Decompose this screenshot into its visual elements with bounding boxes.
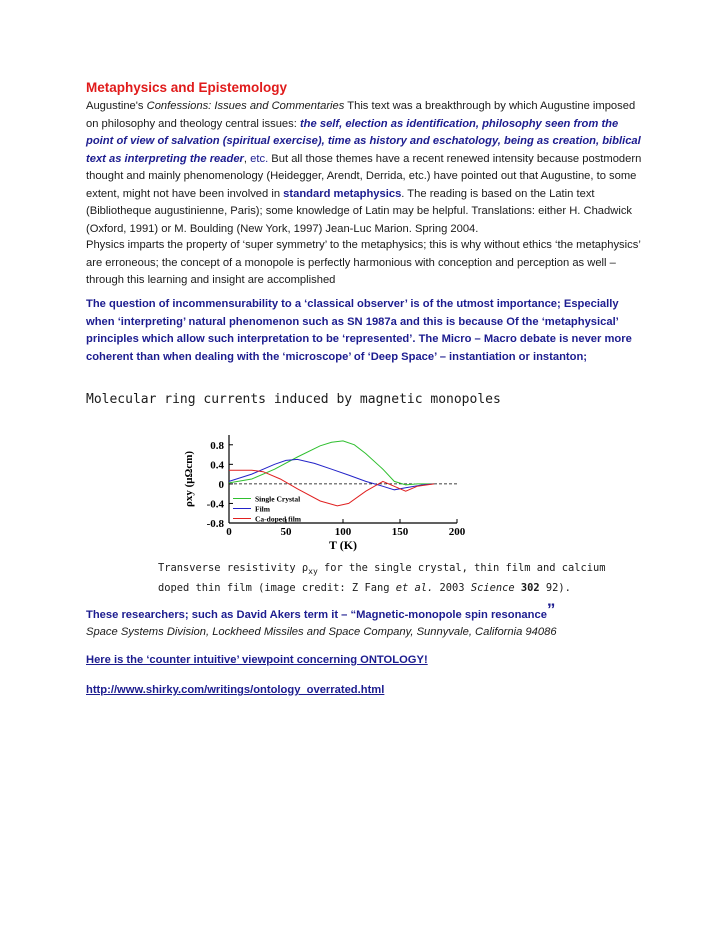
- physics-paragraph: Physics imparts the property of ‘super symmetry’ to the metaphysics; this is why without ethics ‘the metaphysics’ are erroneous; the concept of a monopole is perfectly harmonious with conception and perception as well – through this learning and insight are accomplished: [86, 239, 641, 286]
- y-tick-label: -0.8: [206, 518, 224, 530]
- research-block: [86, 600, 646, 641]
- x-tick-label: 0: [226, 526, 232, 538]
- x-tick-label: 200: [448, 526, 466, 538]
- standard-metaphysics-link[interactable]: standard metaphysics: [283, 187, 402, 200]
- page-title: Metaphysics and Epistemology: [86, 80, 288, 95]
- x-tick-label: 100: [334, 526, 352, 538]
- affiliation-line: Space Systems Division, Lockheed Missiles and Space Company, Sunnyvale, California 94086: [86, 626, 557, 638]
- intro-paragraph: [86, 98, 646, 238]
- caption-text: for the single crystal, thin film and calcium doped thin film (image credit: Z Fang: [158, 562, 606, 595]
- ontology-link[interactable]: Here is the ‘counter intuitive’ viewpoint concerning ONTOLOGY!: [86, 654, 428, 666]
- research-line: [86, 600, 646, 624]
- caption-volume: 302: [520, 582, 540, 595]
- x-tick-label: 150: [391, 526, 409, 538]
- figure-caption: [158, 560, 638, 596]
- text-span: Augustine's: [86, 100, 147, 112]
- shirky-url-link[interactable]: http://www.shirky.com/writings/ontology_overrated.html: [86, 684, 385, 696]
- section-heading: Molecular ring currents induced by magnetic monopoles: [86, 392, 501, 407]
- caption-subscript: xy: [308, 567, 318, 577]
- etc-text: etc.: [250, 152, 269, 165]
- y-tick-label: 0: [218, 478, 224, 491]
- research-text: These researchers; such as David Akers term it – “Magnetic-monopole spin resonance: [86, 609, 547, 621]
- caption-journal: Science: [470, 582, 515, 595]
- text-span: But all those themes have a recent renewed intensity because postmodern thought and mainly phenomenology (Heidegger, Arendt, Derrida, etc.) have pointed out that Augustine, to some extent, might not have been involved in: [86, 152, 642, 200]
- legend-label-1: Film: [255, 504, 270, 514]
- text-span: . The reading is based on the Latin text (Bibliotheque augustinienne, Paris); some knowledge of Latin may be helpful. Translations: either H. Chadwick (Oxford, 1991) or M. Boulding (New York, 1997) Jean-Luc Marion. Spring 2004.: [86, 187, 633, 235]
- caption-text: 2003: [433, 582, 471, 595]
- highlight-text: the self, election as identification, philosophy seen from the point of view of salvation (spiritual exercise), time as history and eschatology, being as creation, biblical text as interpreting the reader: [86, 117, 641, 165]
- close-quote: ”: [546, 600, 556, 619]
- x-axis-label: T (K): [328, 538, 358, 552]
- legend-label-2: Ca-doped film: [255, 514, 302, 524]
- y-tick-label: 0.8: [210, 439, 224, 452]
- y-axis-label: ρxy (μΩcm): [183, 450, 195, 508]
- y-tick-label: 0.4: [210, 459, 224, 472]
- caption-text: 92).: [539, 582, 571, 595]
- book-title: Confessions: Issues and Commentaries: [146, 100, 345, 112]
- text-span: ,: [243, 152, 251, 165]
- caption-etal: et al.: [395, 582, 434, 595]
- incommensurability-paragraph: The question of incommensurability to a ‘classical observer’ is of the utmost importance; Especially when ‘interpreting’ natural phenomenon such as SN 1987a and this is because Of the ‘metaphysical’ principles which allow such interpretation to be ‘represented’. The Micro – Macro debate is never more coherent than when dealing with the ‘microscope’ of ‘Deep Space’ – instantiation or instanton;: [86, 298, 632, 363]
- resistivity-chart: [172, 425, 472, 555]
- x-tick-label: 50: [280, 526, 292, 538]
- text-span: This text was a breakthrough by which Augustine imposed on philosophy and theology central issues:: [86, 100, 636, 130]
- caption-text: Transverse resistivity ρ: [158, 562, 309, 574]
- series-line-0: [229, 441, 434, 485]
- series-line-1: [229, 459, 434, 489]
- legend-label-0: Single Crystal: [255, 494, 301, 504]
- y-tick-label: -0.4: [206, 498, 224, 511]
